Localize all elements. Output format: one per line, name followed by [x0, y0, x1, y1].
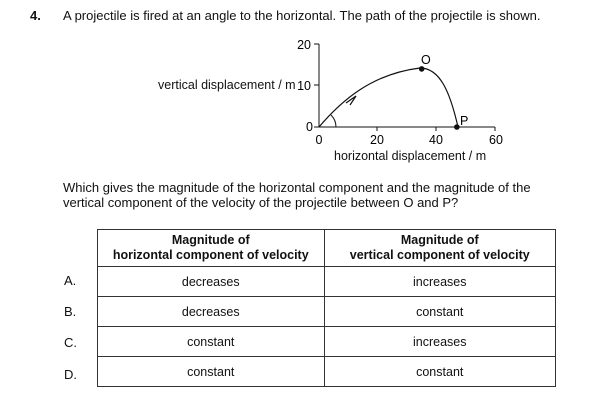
header-vertical	[324, 230, 556, 267]
x-tick-label-20: 20	[370, 133, 384, 147]
answer-table	[97, 229, 556, 387]
direction-arrow-icon	[346, 96, 356, 105]
header-horizontal-line1: Magnitude of	[171, 233, 250, 247]
header-vertical-line2: vertical component of velocity	[349, 248, 530, 262]
option-a-label[interactable]: A.	[64, 273, 77, 288]
header-horizontal-line2: horizontal component of velocity	[112, 248, 309, 262]
cell-vertical: increases	[324, 327, 556, 357]
table-header-row	[98, 230, 556, 267]
table-row	[98, 297, 556, 327]
cell-horizontal: constant	[98, 357, 325, 387]
y-tick-label-20: 20	[297, 38, 311, 52]
header-horizontal	[98, 230, 325, 267]
cell-vertical: constant	[324, 297, 556, 327]
question-number: 4.	[30, 8, 41, 23]
y-tick-label-0: 0	[306, 120, 313, 134]
cell-vertical: constant	[324, 357, 556, 387]
trajectory-graph	[0, 0, 600, 170]
cell-vertical: increases	[324, 267, 556, 297]
trajectory-curve	[319, 68, 458, 127]
x-tick-label-0: 0	[315, 133, 323, 147]
y-tick-label-10: 10	[297, 79, 311, 93]
cell-horizontal: decreases	[98, 267, 325, 297]
launch-angle-arc	[331, 115, 336, 127]
option-c-label[interactable]: C.	[64, 335, 77, 350]
cell-horizontal: constant	[98, 327, 325, 357]
point-p-label: P	[460, 114, 469, 128]
y-axis-label: vertical displacement / m	[158, 78, 296, 92]
option-b-label[interactable]: B.	[64, 304, 77, 319]
header-vertical-line1: Magnitude of	[400, 233, 479, 247]
point-p-marker	[454, 124, 460, 130]
table-row	[98, 267, 556, 297]
table-row	[98, 327, 556, 357]
option-d-label[interactable]: D.	[64, 367, 77, 382]
x-tick-label-60: 60	[489, 133, 503, 147]
question-prompt: Which gives the magnitude of the horizontal component and the magnitude of the vertical component of the velocity of the projectile between O and P?	[63, 180, 531, 210]
question-text: A projectile is fired at an angle to the horizontal. The path of the projectile is shown.	[63, 8, 541, 23]
x-tick-label-40: 40	[429, 133, 443, 147]
point-o-label: O	[421, 53, 431, 67]
x-axis-label: horizontal displacement / m	[334, 149, 487, 163]
table-row	[98, 357, 556, 387]
trajectory-figure	[0, 0, 600, 170]
cell-horizontal: decreases	[98, 297, 325, 327]
